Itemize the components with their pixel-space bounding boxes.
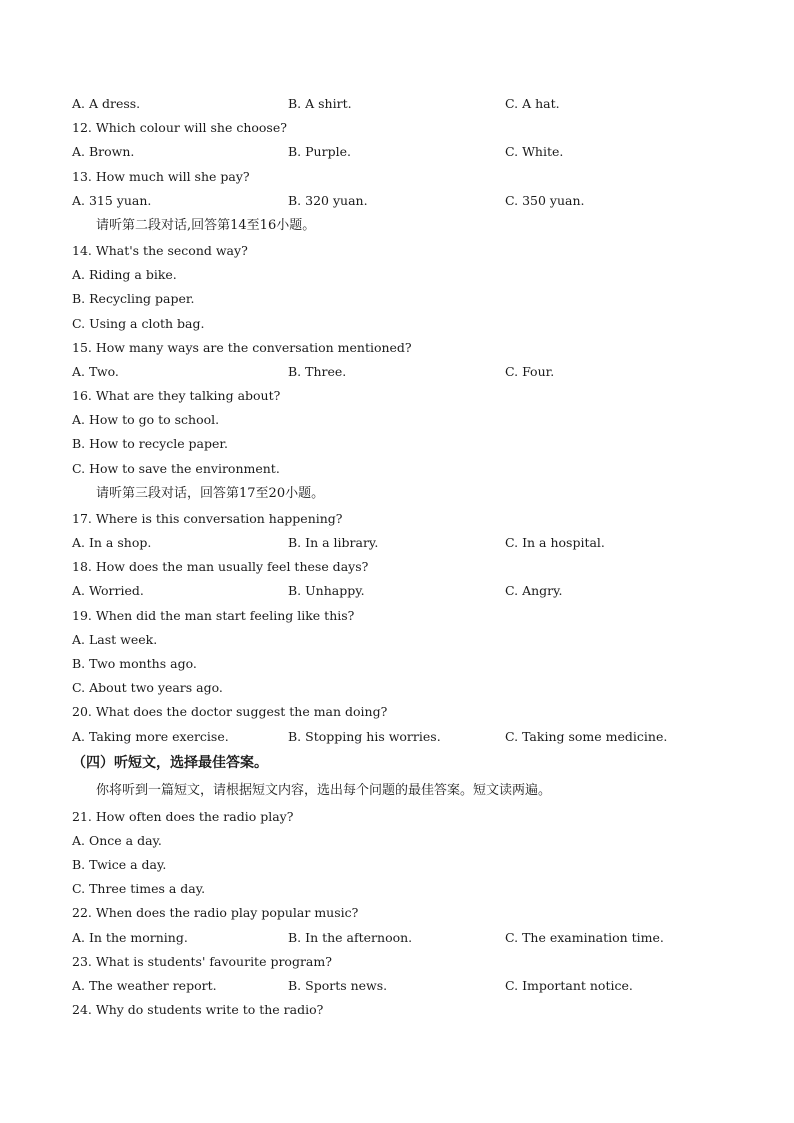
option-a: A. In a shop. — [72, 535, 152, 550]
option-b: B. In a library. — [288, 535, 379, 550]
option-a: A. Worried. — [72, 583, 144, 599]
option-a: A. In the morning. — [72, 929, 188, 945]
option-row — [72, 92, 732, 116]
option-row — [72, 140, 732, 164]
option-c: C. Four. — [505, 363, 555, 379]
option-line: B. Recycling paper. — [72, 291, 195, 307]
option-c: C. Taking some medicine. — [505, 728, 668, 744]
question-line: 19. When did the man start feeling like this? — [72, 607, 355, 623]
question-line: 15. How many ways are the conversation mentioned? — [72, 339, 412, 355]
question-line: 23. What is students' favourite program? — [72, 953, 332, 969]
option-b: B. A shirt. — [288, 96, 352, 111]
option-line: C. Using a cloth bag. — [72, 315, 205, 331]
option-c: C. Angry. — [505, 583, 563, 599]
option-a: A. The weather report. — [72, 978, 217, 993]
option-b: B. Three. — [288, 363, 347, 379]
question-line: 24. Why do students write to the radio? — [72, 1002, 324, 1018]
option-c: C. 350 yuan. — [505, 192, 585, 208]
option-row — [72, 926, 732, 950]
option-a: A. 315 yuan. — [72, 192, 152, 208]
option-line: A. Once a day. — [72, 832, 162, 848]
question-line: 17. Where is this conversation happening? — [72, 510, 343, 526]
question-line: 13. How much will she pay? — [72, 168, 250, 184]
option-line: A. Riding a bike. — [72, 267, 177, 283]
question-line: 22. When does the radio play popular music? — [72, 905, 359, 921]
option-line: A. How to go to school. — [72, 412, 220, 428]
question-line: 21. How often does the radio play? — [72, 808, 294, 824]
option-b: B. Purple. — [288, 144, 351, 160]
question-line: 18. How does the man usually feel these days? — [72, 559, 369, 575]
option-a: A. Brown. — [72, 144, 135, 160]
option-c: C. The examination time. — [505, 929, 664, 945]
option-a: A. Taking more exercise. — [72, 728, 229, 744]
option-row — [72, 531, 732, 555]
option-line: C. Three times a day. — [72, 881, 206, 897]
section-instruction: 你将听到一篇短文，请根据短文内容，选出每个问题的最佳答案。短文读两遍。 — [96, 782, 552, 798]
option-b: B. Sports news. — [288, 978, 388, 993]
question-line: 16. What are they talking about? — [72, 388, 281, 404]
listening-questions — [72, 92, 732, 1022]
option-b: B. 320 yuan. — [288, 192, 368, 208]
option-a: A. Two. — [72, 363, 119, 379]
option-a: A. A dress. — [72, 96, 141, 111]
question-line: 14. What's the second way? — [72, 242, 248, 258]
option-row — [72, 974, 732, 998]
option-line: B. Twice a day. — [72, 857, 167, 873]
option-row — [72, 579, 732, 603]
option-line: C. About two years ago. — [72, 680, 223, 696]
question-line: 20. What does the doctor suggest the man doing? — [72, 704, 388, 720]
instruction-line: 请听第二段对话,回答第14至16小题。 — [96, 217, 316, 233]
option-c: C. A hat. — [505, 96, 560, 111]
option-line: A. Last week. — [72, 631, 158, 647]
option-row — [72, 189, 732, 213]
option-line: C. How to save the environment. — [72, 460, 280, 476]
option-row — [72, 725, 732, 749]
option-line: B. How to recycle paper. — [72, 436, 228, 452]
option-c: C. In a hospital. — [505, 535, 605, 550]
instruction-line: 请听第三段对话，回答第17至20小题。 — [96, 485, 325, 501]
option-line: B. Two months ago. — [72, 655, 197, 671]
section-heading: （四）听短文，选择最佳答案。 — [72, 754, 268, 771]
option-b: B. In the afternoon. — [288, 929, 413, 945]
option-c: C. Important notice. — [505, 978, 633, 993]
option-c: C. White. — [505, 144, 564, 160]
option-b: B. Stopping his worries. — [288, 728, 441, 744]
question-line: 12. Which colour will she choose? — [72, 120, 287, 136]
option-b: B. Unhappy. — [288, 583, 365, 599]
option-row — [72, 360, 732, 384]
